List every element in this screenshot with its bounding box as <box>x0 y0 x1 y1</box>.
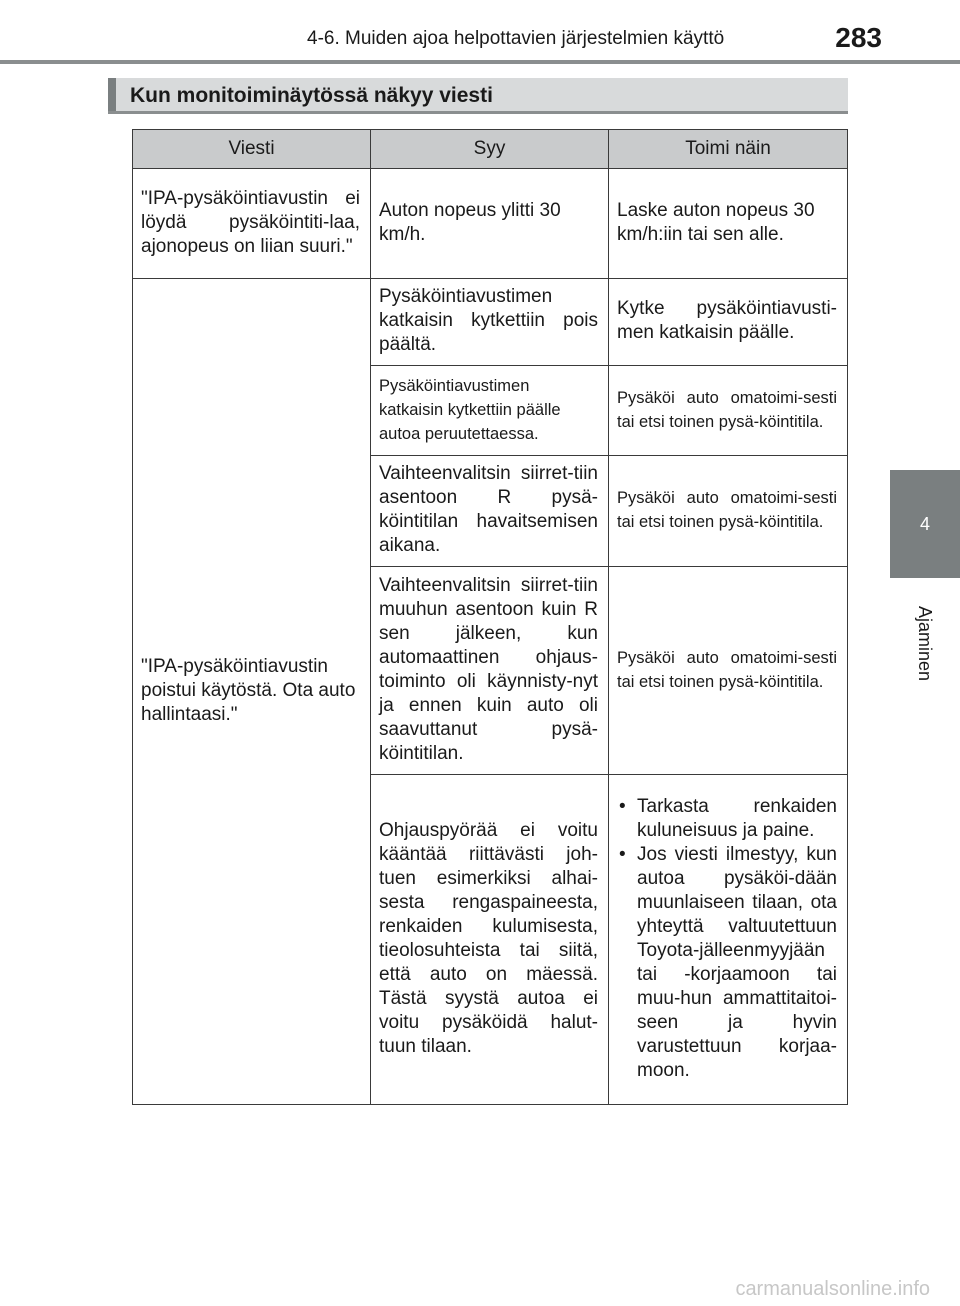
column-header-message: Viesti <box>133 130 371 169</box>
action-bullet-list <box>617 795 837 1083</box>
chapter-tab[interactable] <box>890 470 960 578</box>
message-cell: "IPA-pysäköintiavustin ei löydä pysäköintiti-laa, ajonopeus on liian suuri." <box>133 169 371 279</box>
cause-cell: Auton nopeus ylitti 30 km/h. <box>371 169 609 279</box>
section-header: 4-6. Muiden ajoa helpottavien järjestelmien käyttö <box>307 28 725 49</box>
cause-cell: Vaihteenvalitsin siirret-tiin asentoon R pysä-köintitilan havaitsemisen aikana. <box>371 456 609 567</box>
action-cell: Pysäköi auto omatoimi-sesti tai etsi toinen pysä-köintitila. <box>609 456 848 567</box>
cause-cell: Ohjauspyörää ei voitu kääntää riittävästi joh-tuen esimerkiksi alhai-sesta rengaspaineesta, renkaiden kulumisesta, tieolosuhteista tai siitä, että auto on mäessä. Tästä syystä autoa ei voitu pysäköidä halut-tuun tilaan. <box>371 775 609 1105</box>
list-item: • Tarkasta renkaiden kuluneisuus ja paine. <box>617 795 837 843</box>
cause-cell: Pysäköintiavustimen katkaisin kytkettiin pois päältä. <box>371 279 609 366</box>
heading-accent-bar <box>108 78 116 111</box>
table-header-row <box>133 130 848 169</box>
action-cell: Pysäköi auto omatoimi-sesti tai etsi toinen pysä-köintitila. <box>609 567 848 775</box>
chapter-label <box>890 578 960 708</box>
page-number: 283 <box>835 22 882 53</box>
header-rule <box>0 60 960 64</box>
action-cell: Kytke pysäköintiavusti-men katkaisin päälle. <box>609 279 848 366</box>
chapter-title: Ajaminen <box>915 605 936 681</box>
action-cell: Pysäköi auto omatoimi-sesti tai etsi toinen pysä-köintitila. <box>609 366 848 456</box>
chapter-number: 4 <box>919 513 930 534</box>
message-table <box>132 129 848 1105</box>
table-row <box>133 169 848 279</box>
table-row <box>133 279 848 366</box>
list-item: • Jos viesti ilmestyy, kun autoa pysäköi-dään muunlaiseen tilaan, ota yhteyttä valtuutettuun Toyota-jälleenmyyjään tai -korjaamoon tai muu-hun ammattitaitoi-seen ja hyvin varustettuun korjaa-moon. <box>617 843 837 1083</box>
watermark: carmanualsonline.info <box>735 1278 930 1300</box>
column-header-cause: Syy <box>371 130 609 169</box>
message-cell: "IPA-pysäköintiavustin poistui käytöstä. Ota auto hallintaasi." <box>133 279 371 1105</box>
section-heading <box>108 78 848 114</box>
action-cell: Laske auton nopeus 30 km/h:iin tai sen alle. <box>609 169 848 279</box>
cause-cell: Pysäköintiavustimen katkaisin kytkettiin päälle autoa peruutettaessa. <box>371 366 609 456</box>
cause-cell: Vaihteenvalitsin siirret-tiin muuhun asentoon kuin R sen jälkeen, kun automaattinen ohjaus-toiminto oli käynnisty-nyt ja ennen kuin auto oli saavuttanut pysä-köintitilan. <box>371 567 609 775</box>
section-title: Kun monitoiminäytössä näkyy viesti <box>130 84 493 107</box>
column-header-action: Toimi näin <box>609 130 848 169</box>
action-cell <box>609 775 848 1105</box>
